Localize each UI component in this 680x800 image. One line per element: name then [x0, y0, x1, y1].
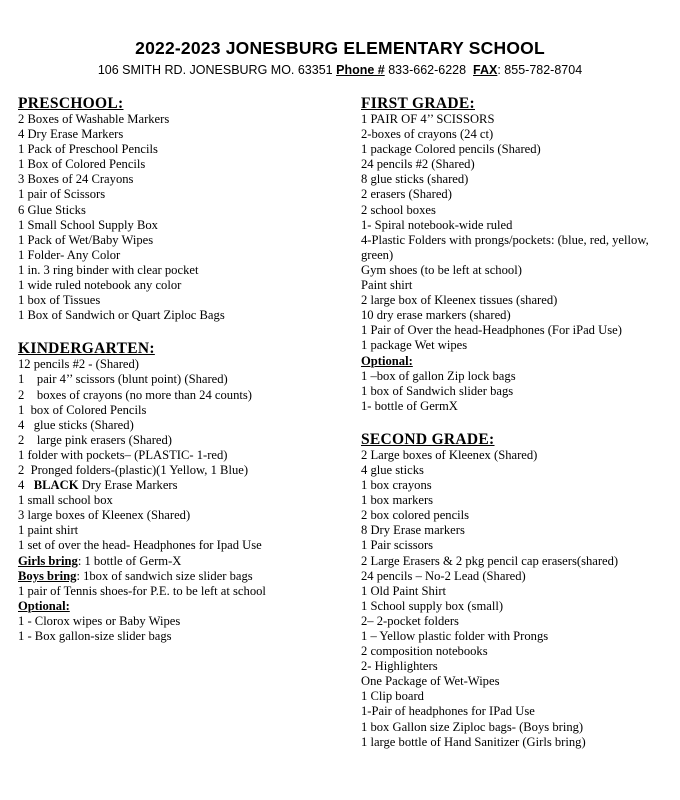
list-item: 1- Spiral notebook-wide ruled: [361, 217, 513, 232]
list-item: 1 Box of Colored Pencils: [18, 157, 146, 172]
girls-bring-line: [18, 554, 348, 569]
list-item: 1 box markers: [361, 493, 434, 508]
list-item: 4 Dry Erase Markers: [18, 127, 124, 142]
list-item: 1 pair of Scissors: [18, 187, 106, 202]
black-emphasis: BLACK: [33, 478, 79, 493]
right-column: [361, 95, 666, 750]
list-item: 1 –box of gallon Zip lock bags: [361, 368, 516, 383]
list-item: 1 Pack of Preschool Pencils: [18, 142, 158, 157]
list-item: 1 folder with pockets– (PLASTIC- 1-red): [18, 447, 228, 462]
contact-line: 106 SMITH RD. JONESBURG MO. 63351 Phone # 833-662-6228 FAX: 855-782-8704: [97, 63, 583, 77]
list-item: 1 wide ruled notebook any color: [18, 278, 182, 293]
kindergarten-list-2: [18, 493, 348, 553]
list-item: 1-Pair of headphones for IPad Use: [361, 704, 535, 719]
list-item: 1 small school box: [18, 493, 113, 508]
document-header: [0, 38, 680, 78]
list-item: 1 Small School Supply Box: [18, 217, 158, 232]
list-item: 1 Box of Sandwich or Quart Ziploc Bags: [18, 308, 225, 323]
list-item: 1 PAIR OF 4’’ SCISSORS: [361, 112, 495, 126]
list-item: 1 pair of Tennis shoes-for P.E. to be left at school: [18, 583, 266, 598]
item-prefix: 4: [18, 478, 34, 493]
kindergarten-list-3: [18, 584, 348, 599]
first-grade-optional-list: [361, 369, 666, 414]
kindergarten-optional-heading: Optional:: [18, 598, 70, 613]
list-item: Gym shoes (to be left at school): [361, 262, 522, 277]
preschool-heading: PRESCHOOL:: [18, 95, 124, 112]
list-item: 1 package Wet wipes: [361, 338, 468, 353]
list-item: 1 package Colored pencils (Shared): [361, 142, 541, 157]
list-item: 2 Pronged folders-(plastic)(1 Yellow, 1 Blue): [18, 462, 249, 477]
list-item: 4 glue sticks: [361, 462, 424, 477]
list-item: 2 large box of Kleenex tissues (shared): [361, 293, 558, 308]
item-suffix: Dry Erase Markers: [78, 478, 178, 493]
girls-bring-text: : 1 bottle of Germ-X: [77, 553, 182, 568]
list-item: 1 Pack of Wet/Baby Wipes: [18, 232, 154, 247]
boys-bring-text: : 1box of sandwich size slider bags: [76, 568, 253, 583]
second-grade-list: [361, 448, 666, 750]
list-item: 6 Glue Sticks: [18, 202, 86, 217]
first-grade-list: [361, 112, 666, 354]
preschool-list: [18, 112, 348, 323]
list-item: 1 Old Paint Shirt: [361, 583, 447, 598]
list-item: 2-boxes of crayons (24 ct): [361, 127, 494, 142]
phone-number: 833-662-6228: [388, 63, 467, 77]
list-item: 3 Boxes of 24 Crayons: [18, 172, 134, 187]
list-item: 8 Dry Erase markers: [361, 523, 465, 538]
list-item: 2 Large boxes of Kleenex (Shared): [361, 447, 538, 462]
list-item: 2- Highlighters: [361, 659, 438, 674]
list-item: 1 in. 3 ring binder with clear pocket: [18, 262, 199, 277]
boys-bring-line: [18, 569, 348, 584]
list-item: 2 school boxes: [361, 202, 436, 217]
list-item: 1- bottle of GermX: [361, 398, 458, 413]
list-item: 1 pair 4’’ scissors (blunt point) (Shared): [18, 372, 228, 387]
list-item: [18, 478, 348, 493]
first-grade-optional-heading: Optional:: [361, 353, 413, 368]
list-item: 24 pencils – No-2 Lead (Shared): [361, 568, 526, 583]
list-item: 1 box crayons: [361, 478, 432, 493]
list-item: 1 - Clorox wipes or Baby Wipes: [18, 613, 181, 628]
list-item: 4 glue sticks (Shared): [18, 417, 134, 432]
list-item: 1 box of Tissues: [18, 293, 101, 308]
list-item: 2 Boxes of Washable Markers: [18, 112, 170, 126]
list-item: 10 dry erase markers (shared): [361, 308, 511, 323]
list-item: 1 School supply box (small): [361, 598, 504, 613]
list-item: 4-Plastic Folders with prongs/pockets: (blue, red, yellow, green): [361, 232, 652, 262]
list-item: 3 large boxes of Kleenex (Shared): [18, 508, 191, 523]
list-item: 1 Folder- Any Color: [18, 247, 121, 262]
fax-label: FAX: [473, 63, 498, 77]
list-item: 1 paint shirt: [18, 523, 79, 538]
second-grade-heading: SECOND GRADE:: [361, 430, 495, 448]
kindergarten-optional-list: [18, 614, 348, 644]
list-item: 1 – Yellow plastic folder with Prongs: [361, 629, 549, 643]
list-item: 1 Pair scissors: [361, 538, 434, 553]
list-item: 1 Pair of Over the head-Headphones (For iPad Use): [361, 323, 622, 338]
list-item: 1 Clip board: [361, 689, 424, 704]
list-item: 1 box of Colored Pencils: [18, 402, 147, 417]
list-item: 2 box colored pencils: [361, 508, 470, 523]
list-item: 1 box of Sandwich slider bags: [361, 383, 514, 398]
kindergarten-list: [18, 357, 348, 478]
list-item: 2 erasers (Shared): [361, 187, 452, 202]
fax-number: 855-782-8704: [504, 63, 583, 77]
list-item: 8 glue sticks (shared): [361, 172, 469, 187]
list-item: 1 large bottle of Hand Sanitizer (Girls bring): [361, 734, 586, 749]
list-item: 2 composition notebooks: [361, 644, 488, 659]
list-item: Paint shirt: [361, 278, 413, 293]
list-item: 1 - Box gallon-size slider bags: [18, 629, 172, 643]
kindergarten-heading: KINDERGARTEN:: [18, 340, 155, 358]
list-item: 2 Large Erasers & 2 pkg pencil cap erasers(shared): [361, 553, 619, 568]
list-item: 2 large pink erasers (Shared): [18, 432, 172, 447]
list-item: 2 boxes of crayons (no more than 24 counts): [18, 387, 252, 402]
document-title: 2022-2023 JONESBURG ELEMENTARY SCHOOL: [135, 38, 545, 58]
phone-label: Phone #: [336, 63, 385, 77]
list-item: 1 box Gallon size Ziploc bags- (Boys bring): [361, 719, 584, 734]
left-column: [18, 95, 348, 644]
address: 106 SMITH RD. JONESBURG MO. 63351: [97, 63, 333, 77]
girls-bring-label: Girls bring: [18, 553, 78, 568]
list-item: 1 set of over the head- Headphones for Ipad Use: [18, 538, 262, 553]
first-grade-heading: FIRST GRADE:: [361, 95, 475, 112]
list-item: 2– 2-pocket folders: [361, 613, 459, 628]
list-item: 24 pencils #2 (Shared): [361, 157, 475, 172]
list-item: One Package of Wet-Wipes: [361, 674, 500, 689]
boys-bring-label: Boys bring: [18, 568, 77, 583]
list-item: 12 pencils #2 - (Shared): [18, 357, 140, 372]
